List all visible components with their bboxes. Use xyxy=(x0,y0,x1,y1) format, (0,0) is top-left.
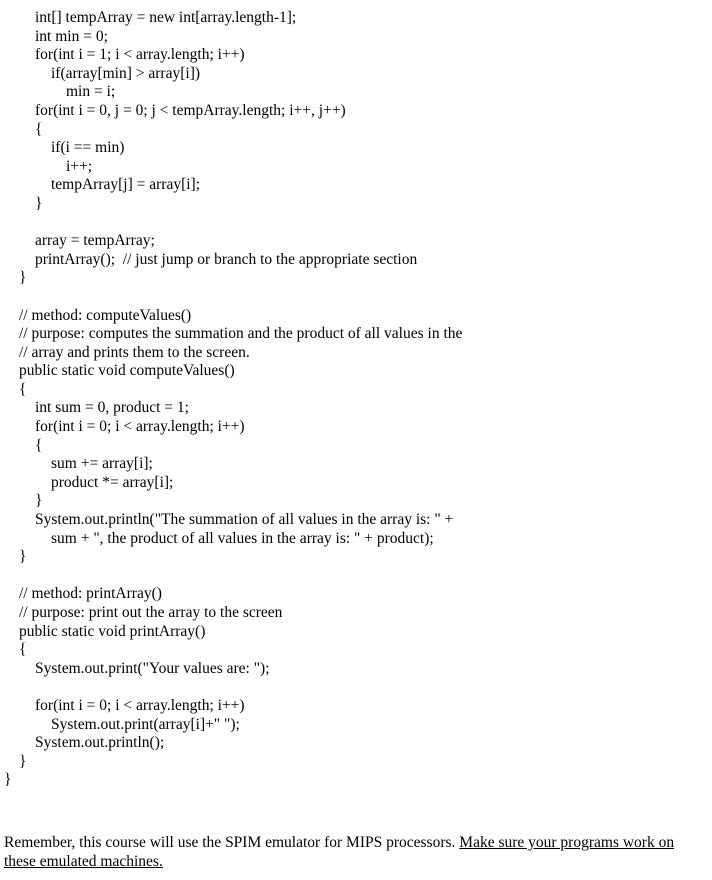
code-line: for(int i = 0; i < array.length; i++) xyxy=(35,418,245,436)
code-line: } xyxy=(19,752,27,770)
code-line: { xyxy=(35,436,43,454)
footer-plain-text: Remember, this course will use the SPIM emulator for MIPS processors. xyxy=(4,834,460,851)
code-line: // method: computeValues() xyxy=(19,306,192,324)
code-line: } xyxy=(19,548,27,566)
code-line: if(array[min] > array[i]) xyxy=(51,64,201,82)
code-line: // method: printArray() xyxy=(19,585,162,603)
code-line: // array and prints them to the screen. xyxy=(19,343,250,361)
code-line: array = tempArray; xyxy=(35,232,155,250)
code-line: { xyxy=(19,641,27,659)
code-line: for(int i = 0, j = 0; j < tempArray.length; i++, j++) xyxy=(35,101,346,119)
code-line: tempArray[j] = array[i]; xyxy=(51,176,201,194)
code-line: public static void computeValues() xyxy=(19,362,235,380)
code-line: System.out.println(); xyxy=(35,734,165,752)
code-line: sum + ", the product of all values in the array is: " + product); xyxy=(51,529,434,547)
code-line: { xyxy=(19,380,27,398)
code-line: int[] tempArray = new int[array.length-1]; xyxy=(35,9,297,26)
code-line: int min = 0; xyxy=(35,27,108,45)
code-line xyxy=(0,567,712,586)
footer-note xyxy=(4,833,704,871)
code-line: i++; xyxy=(66,157,93,175)
code-line: product *= array[i]; xyxy=(51,473,174,491)
code-line: } xyxy=(35,194,43,212)
code-line xyxy=(0,214,712,233)
code-line: } xyxy=(35,492,43,510)
footer-underlined-text: Make sure your programs work on these emulated machines. xyxy=(4,834,675,870)
code-line: for(int i = 1; i < array.length; i++) xyxy=(35,46,245,64)
code-line: printArray(); // just jump or branch to the appropriate section xyxy=(35,250,418,268)
code-line: // purpose: print out the array to the screen xyxy=(19,604,283,621)
code-line xyxy=(0,288,712,307)
code-line: if(i == min) xyxy=(51,139,125,157)
code-listing xyxy=(0,9,712,790)
code-line xyxy=(0,678,712,697)
code-line: System.out.println("The summation of all values in the array is: " + xyxy=(35,511,454,529)
code-line: int sum = 0, product = 1; xyxy=(35,399,189,417)
code-line: } xyxy=(19,269,27,287)
code-line: System.out.print("Your values are: "); xyxy=(35,659,270,677)
code-line: System.out.print(array[i]+" "); xyxy=(51,715,240,733)
code-line: { xyxy=(35,120,43,138)
code-line: public static void printArray() xyxy=(19,622,206,640)
code-line: // purpose: computes the summation and the product of all values in the xyxy=(19,325,463,343)
code-line: for(int i = 0; i < array.length; i++) xyxy=(35,696,245,714)
code-line: min = i; xyxy=(66,83,116,101)
code-line: } xyxy=(4,771,12,789)
code-line: sum += array[i]; xyxy=(51,455,153,473)
